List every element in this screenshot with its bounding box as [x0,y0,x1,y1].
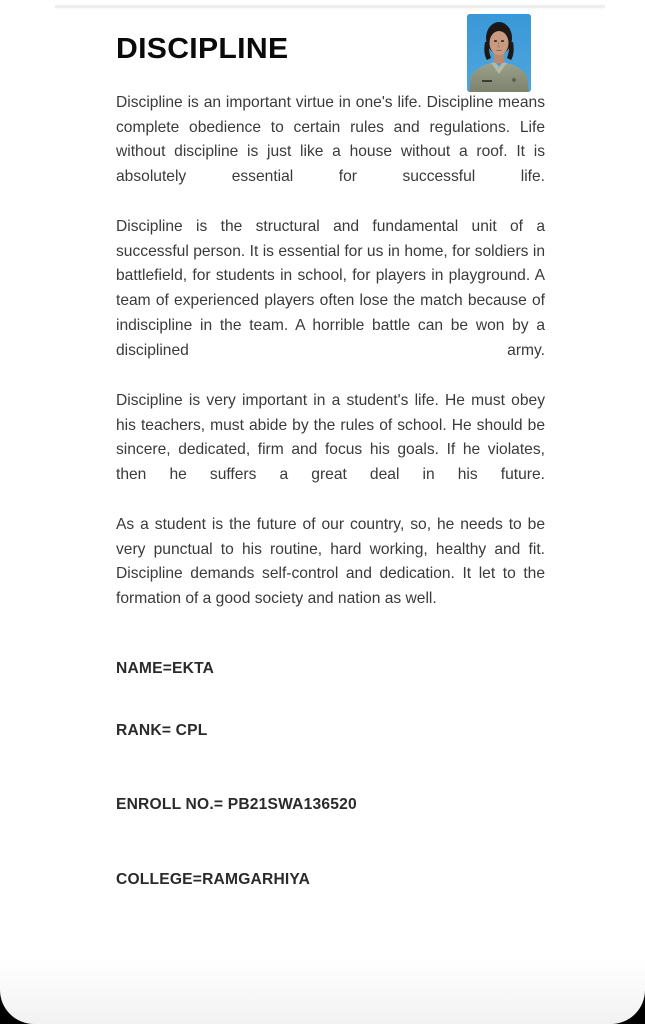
paragraph-3: Discipline is very important in a student's life. He must obey his teachers, must abide by the rules of school. He should be sincere, dedicated, firm and focus his goals. If he violates, then he suffers a great deal in his future. [116,392,545,484]
portrait-photo-icon [467,14,531,92]
portrait-photo-image [467,14,531,92]
rank-field: RANK= CPL [116,722,208,739]
page-top-edge [55,5,605,8]
page-title: DISCIPLINE [116,33,289,65]
name-field: NAME=EKTA [116,660,215,677]
paragraph-2: Discipline is the structural and fundamental unit of a successful person. It is essential for us in home, for soldiers in battlefield, for students in school, for players in playground. A team of experienced players often lose the match because of indiscipline in the team. A horrible battle can be won by a disciplined army. [116,218,545,359]
enroll-number-field: ENROLL NO.= PB21SWA136520 [116,796,357,813]
college-field: COLLEGE=RAMGARHIYA [116,871,311,888]
paragraph-4: As a student is the future of our country, so, he needs to be very punctual to his routine, hard working, healthy and fit. Discipline demands self-control and dedication. It let to the formation of a good society and nation as well. [116,516,545,608]
paragraph-1: Discipline is an important virtue in one's life. Discipline means complete obedience to certain rules and regulations. Life without discipline is just like a house without a roof. It is absolutely essential for successful life. [116,94,545,186]
